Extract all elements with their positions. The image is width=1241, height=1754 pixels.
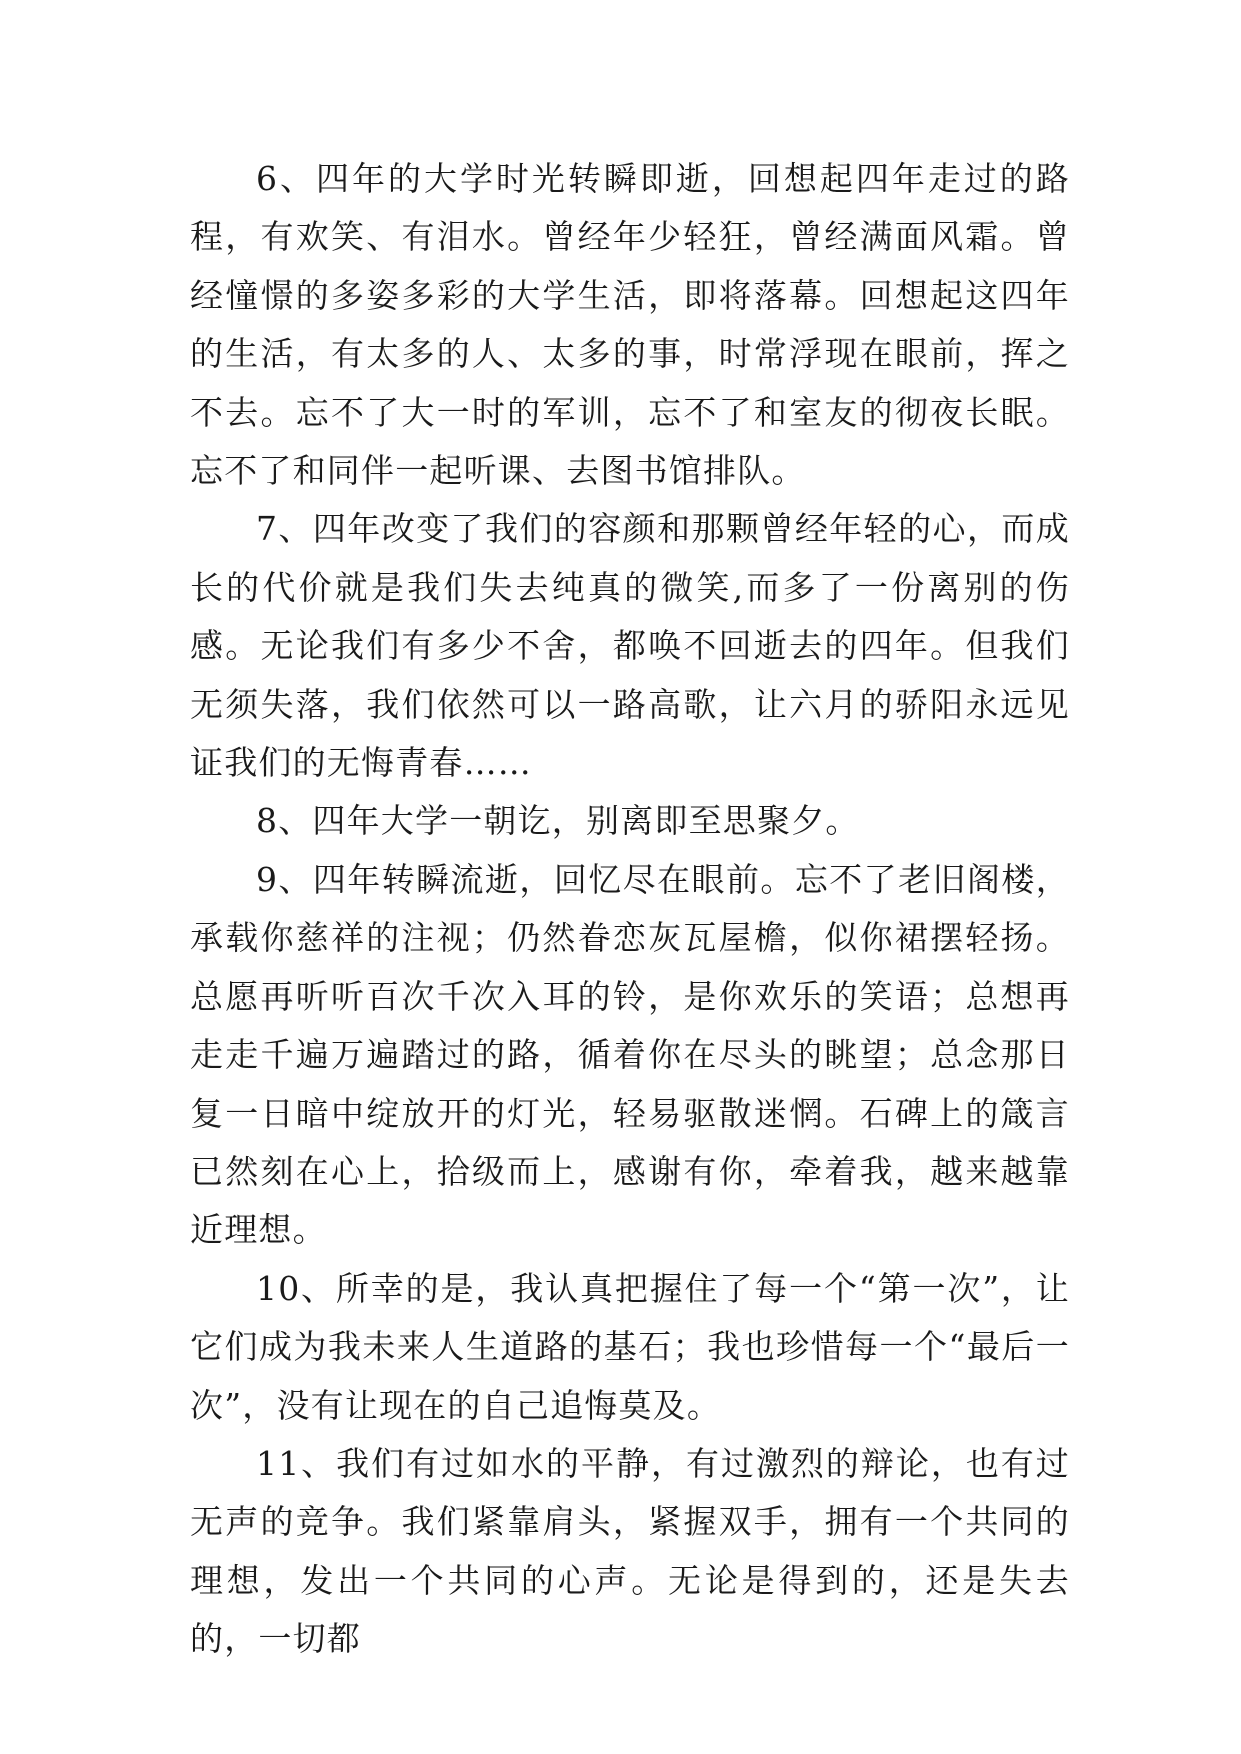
document-body (190, 150, 1070, 1669)
paragraph-7: 7、四年改变了我们的容颜和那颗曾经年轻的心，而成长的代价就是我们失去纯真的微笑,而多了一份离别的伤感。无论我们有多少不舍，都唤不回逝去的四年。但我们无须失落，我们依然可以一路高歌，让六月的骄阳永远见证我们的无悔青春…… (190, 509, 1070, 783)
paragraph-11: 11、我们有过如水的平静，有过激烈的辩论，也有过无声的竞争。我们紧靠肩头，紧握双手，拥有一个共同的理想，发出一个共同的心声。无论是得到的，还是失去的，一切都 (190, 1443, 1070, 1659)
paragraph-10: 10、所幸的是，我认真把握住了每一个“第一次”，让它们成为我未来人生道路的基石；我也珍惜每一个“最后一次”，没有让现在的自己追悔莫及。 (190, 1268, 1070, 1425)
paragraph-9: 9、四年转瞬流逝，回忆尽在眼前。忘不了老旧阁楼，承载你慈祥的注视；仍然眷恋灰瓦屋檐，似你裙摆轻扬。总愿再听听百次千次入耳的铃，是你欢乐的笑语；总想再走走千遍万遍踏过的路，循着你在尽头的眺望；总念那日复一日暗中绽放开的灯光，轻易驱散迷惘。石碑上的箴言已然刻在心上，拾级而上，感谢有你，牵着我，越来越靠近理想。 (190, 859, 1070, 1250)
paragraph-8: 8、四年大学一朝讫，别离即至思聚夕。 (256, 801, 860, 841)
paragraph-6: 6、四年的大学时光转瞬即逝，回想起四年走过的路程，有欢笑、有泪水。曾经年少轻狂，曾经满面风霜。曾经憧憬的多姿多彩的大学生活，即将落幕。回想起这四年的生活，有太多的人、太多的事，时常浮现在眼前，挥之不去。忘不了大一时的军训，忘不了和室友的彻夜长眠。忘不了和同伴一起听课、去图书馆排队。 (190, 159, 1070, 491)
